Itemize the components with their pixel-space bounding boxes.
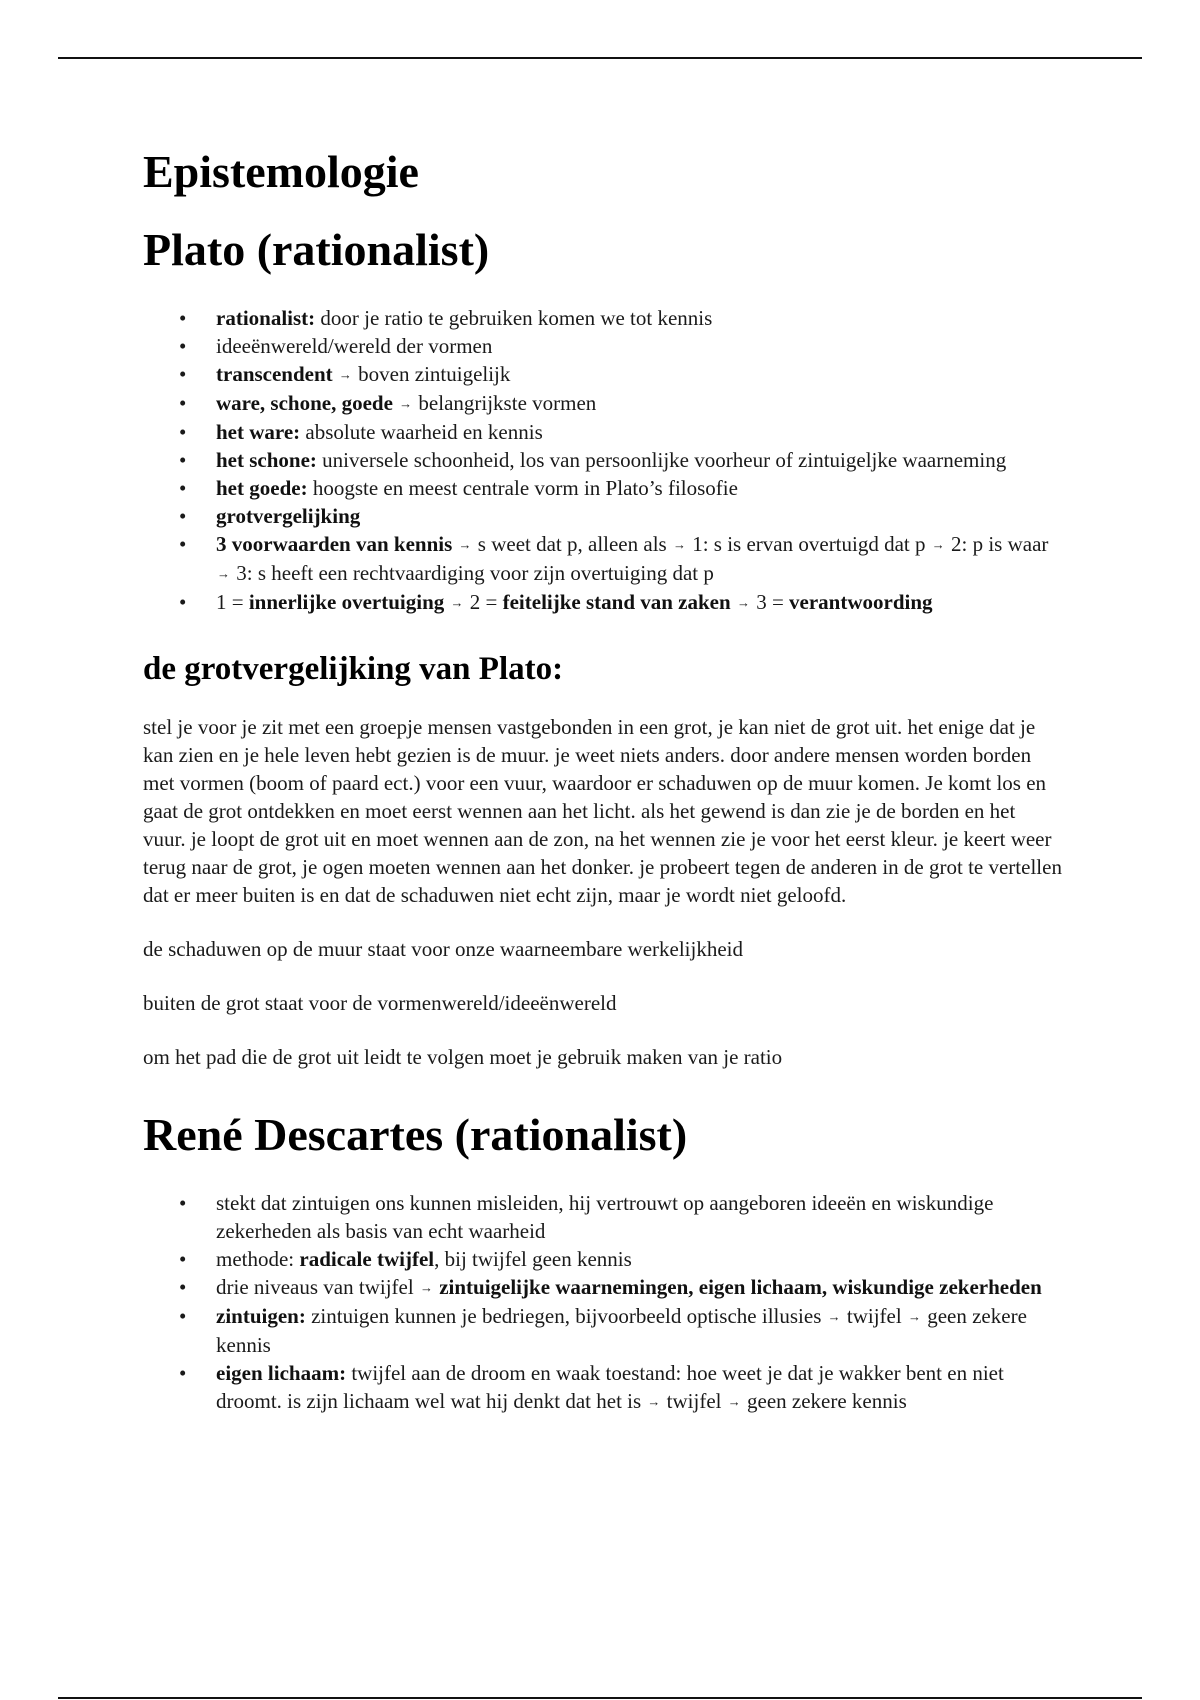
paragraph-schaduwen: de schaduwen op de muur staat voor onze waarneembare werkelijkheid: [143, 937, 744, 961]
list-item: • rationalist: door je ratio te gebruiken komen we tot kennis: [216, 304, 1063, 332]
plato-bullet-list: [143, 304, 1063, 617]
arrow-icon: →: [399, 396, 413, 411]
top-rule: [58, 57, 1142, 59]
list-item: • eigen lichaam: twijfel aan de droom en waak toestand: hoe weet je dat je wakker bent en niet droomt. is zijn lichaam wel wat hij denkt dat het is → twijfel → geen zekere kennis: [216, 1359, 1063, 1416]
section-heading-grotvergelijking: de grotvergelijking van Plato:: [143, 651, 564, 687]
arrow-icon: →: [907, 1309, 921, 1324]
list-item: • ware, schone, goede → belangrijkste vormen: [216, 389, 1063, 418]
list-item: • methode: radicale twijfel, bij twijfel geen kennis: [216, 1245, 1063, 1273]
paragraph-ratio: om het pad die de grot uit leidt te volgen moet je gebruik maken van je ratio: [143, 1045, 783, 1069]
list-item: • transcendent → boven zintuigelijk: [216, 360, 1063, 389]
list-item: • drie niveaus van twijfel → zintuigelijke waarnemingen, eigen lichaam, wiskundige zekerheden: [216, 1273, 1063, 1302]
list-item: • het schone: universele schoonheid, los van persoonlijke voorheur of zintuigeljke waarneming: [216, 446, 1063, 474]
arrow-icon: →: [931, 537, 945, 552]
list-item: • het goede: hoogste en meest centrale vorm in Plato’s filosofie: [216, 474, 1063, 502]
arrow-icon: →: [827, 1309, 841, 1324]
arrow-icon: →: [450, 595, 464, 610]
paragraph-buiten-grot: buiten de grot staat voor de vormenwereld/ideeënwereld: [143, 991, 617, 1015]
section-heading-descartes: René Descartes (rationalist): [143, 1109, 688, 1160]
section-heading-plato: Plato (rationalist): [143, 224, 490, 275]
list-item: • zintuigen: zintuigen kunnen je bedriegen, bijvoorbeeld optische illusies → twijfel → geen zekere kennis: [216, 1302, 1063, 1359]
paragraph-grot-story: stel je voor je zit met een groepje mensen vastgebonden in een grot, je kan niet de grot uit. het enige dat je kan zien en je hele leven hebt gezien is de muur. je weet niets anders. door andere mensen worden borden met vormen (boom of paard ect.) voor een vuur, waardoor er schaduwen op de muur komen. Je komt los en gaat de grot ontdekken en moet eerst wennen aan het licht. als het gewend is dan zie je de borden en het vuur. je loopt de grot uit en moet wennen aan de zon, na het wennen zie je voor het eerst kleur. je keert weer terug naar de grot, je ogen moeten wennen aan het donker. je probeert tegen de anderen in de grot te vertellen dat er meer buiten is en dat de schaduwen niet echt zijn, maar je wordt niet geloofd.: [143, 715, 1062, 907]
arrow-icon: →: [338, 367, 352, 382]
list-item: • het ware: absolute waarheid en kennis: [216, 418, 1063, 446]
arrow-icon: →: [727, 1394, 741, 1409]
list-item: • 1 = innerlijke overtuiging → 2 = feitelijke stand van zaken → 3 = verantwoording: [216, 588, 1063, 617]
arrow-icon: →: [736, 595, 750, 610]
arrow-icon: →: [458, 537, 472, 552]
page-title: Epistemologie: [143, 146, 419, 197]
descartes-bullet-list: [143, 1189, 1063, 1416]
arrow-icon: →: [217, 566, 230, 581]
list-item: • grotvergelijking: [216, 502, 1063, 530]
list-item: • 3 voorwaarden van kennis → s weet dat p, alleen als → 1: s is ervan overtuigd dat p → 2: p is waar → 3: s heeft een rechtvaardiging voor zijn overtuiging dat p: [216, 530, 1063, 588]
document-body: [143, 144, 1063, 1416]
arrow-icon: →: [647, 1394, 661, 1409]
list-item: • ideeënwereld/wereld der vormen: [216, 332, 1063, 360]
list-item: • stekt dat zintuigen ons kunnen misleiden, hij vertrouwt op aangeboren ideeën en wiskundige zekerheden als basis van echt waarheid: [216, 1189, 1063, 1245]
bottom-rule: [58, 1697, 1142, 1699]
arrow-icon: →: [419, 1280, 433, 1295]
arrow-icon: →: [672, 537, 686, 552]
